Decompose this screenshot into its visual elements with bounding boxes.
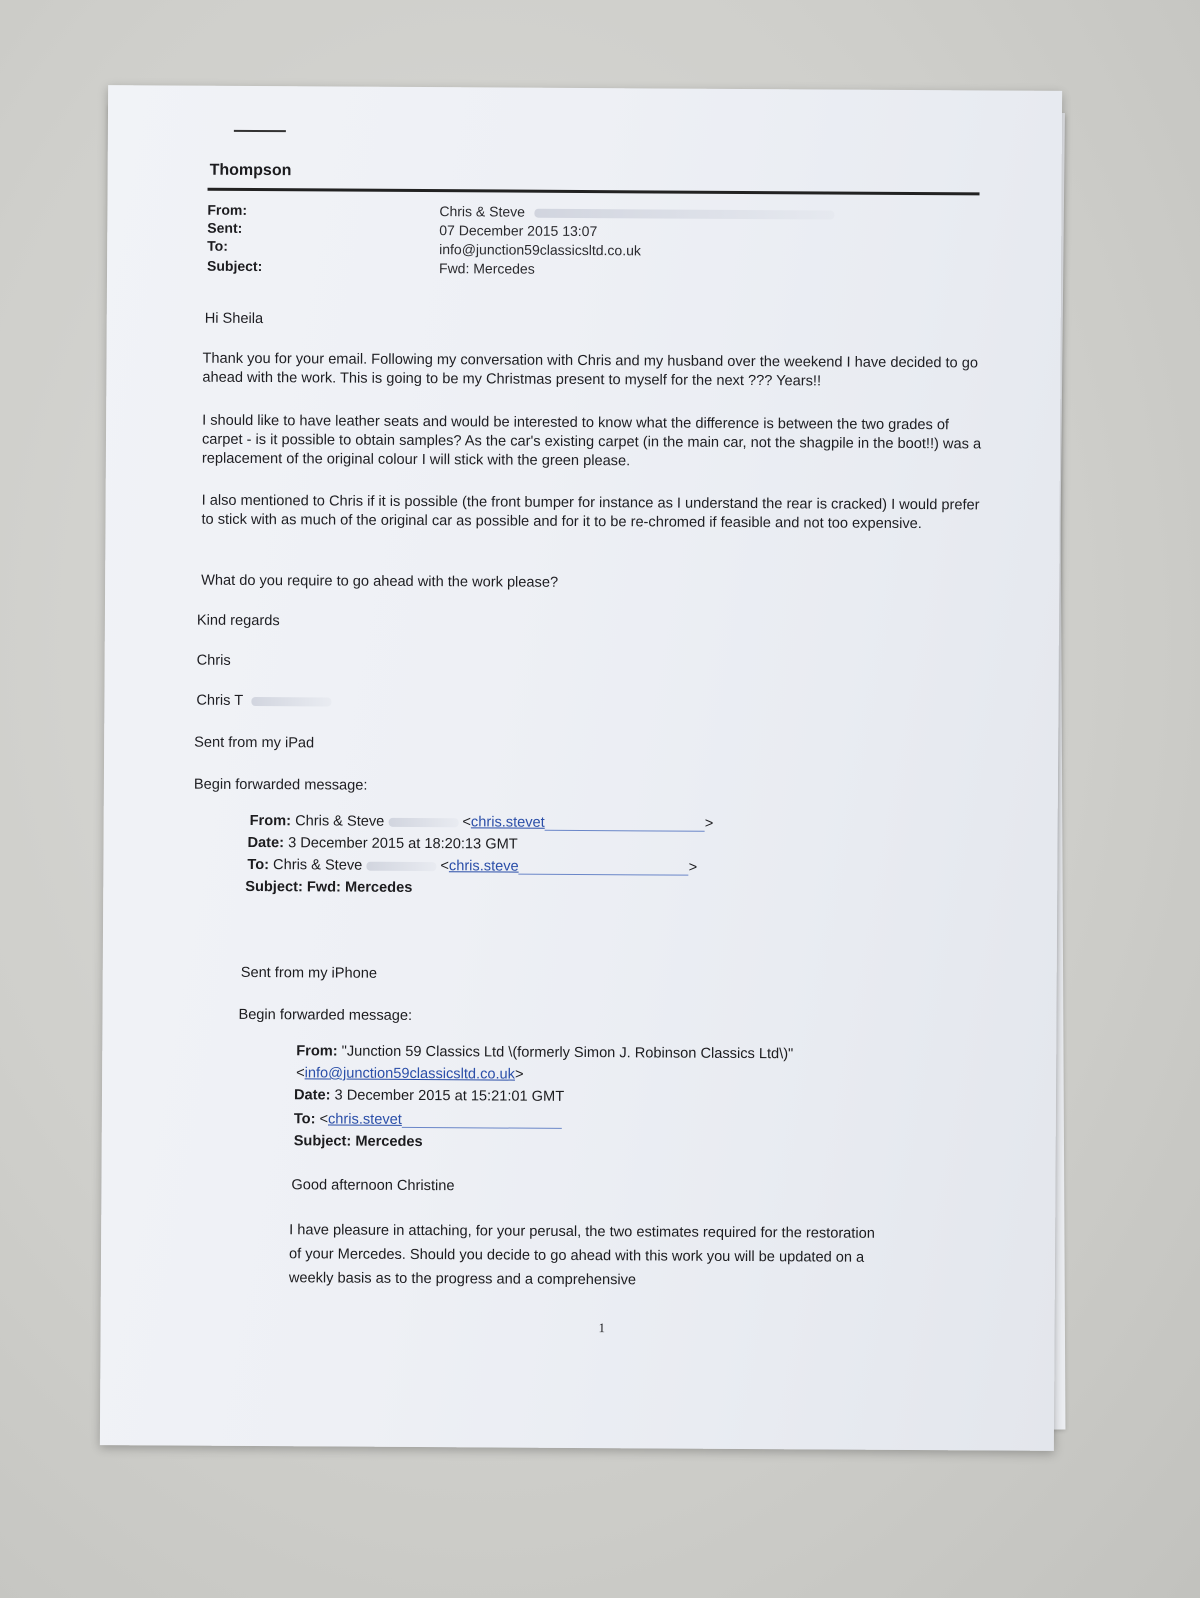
fwd2-from-email[interactable]: info@junction59classicsltd.co.uk [304,1065,516,1083]
redacted-link-tail [519,874,689,876]
begin-forwarded-1: Begin forwarded message: [193,776,368,794]
redaction-mark [251,697,331,706]
paragraph-2: I should like to have leather seats and would be interested to know what the difference is between the two grades of carpet - is it possible to obtain samples? As the car's existing carpet (in the main car, not the shagpile in the boot!!) was a replacement of the original colour I will stick with the green please. [201,412,982,470]
fwd2-subject-value: Mercedes [355,1133,423,1151]
fwd2-from-label: From: [296,1043,338,1060]
fwd1-subject [245,876,412,899]
fwd1-date-label: Date: [247,834,285,852]
fwd2-subject [294,1130,423,1153]
sent-label: Sent: [207,219,243,236]
to-value: info@junction59classicsltd.co.uk [439,241,641,259]
printed-email-page [100,85,1062,1451]
signature-first: Chris [196,652,231,669]
redaction-mark [366,861,436,870]
fwd1-from-label: From: [249,812,292,830]
fwd2-greeting: Good afternoon Christine [291,1177,455,1195]
header-name: Thompson [209,161,292,180]
fwd1-from-value: Chris & Steve [295,813,385,830]
fwd1-date-value: 3 December 2015 at 18:20:13 GMT [288,835,518,853]
fwd2-date [294,1084,564,1108]
redaction-mark [388,817,458,826]
redacted-link-tail [402,1127,562,1129]
to-label: To: [207,237,228,254]
header-rule [208,188,980,196]
redacted-link-tail [545,830,705,832]
fwd2-to-email[interactable]: chris.stevet [327,1111,402,1128]
subject-label: Subject: [207,257,263,275]
paragraph-3: I also mentioned to Chris if it is possible (the front bumper for instance as I understand the rear is cracked) I would prefer to stick with as much of the original car as possible and for it to be re-chromed if feasible and not too expensive. [201,492,980,533]
fwd2-to: To: <chris.stevet [294,1108,562,1132]
from-value [439,203,835,221]
fwd2-body: I have pleasure in attaching, for your perusal, the two estimates required for the restoration of your Mercedes. Should you decide to go ahead with this work you will be updated on a weekly basis as to the progress and a comprehensive [288,1222,875,1289]
paragraph-1: Thank you for your email. Following my conversation with Chris and my husband over the weekend I have decided to go ahead with the work. This is going to be my Christmas present to myself for the next ??? Years!! [202,350,979,390]
fwd2-date-label: Date: [293,1087,331,1104]
sent-from-iphone: Sent from my iPhone [240,964,378,982]
signature-full-text: Chris T [196,692,243,709]
greeting: Hi Sheila [204,310,264,328]
fwd2-to-label: To: [293,1111,316,1128]
signature-full [196,692,331,712]
fwd2-from-email-line: <info@junction59classicsltd.co.uk> [296,1065,524,1083]
fwd2-subject-label: Subject: [293,1133,352,1150]
fwd1-to-label: To: [247,856,270,874]
begin-forwarded-2: Begin forwarded message: [238,1006,413,1024]
fwd1-from-email[interactable]: chris.stevet [470,814,545,831]
fwd2-from [296,1040,793,1065]
fwd1-date [247,832,517,856]
from-label: From: [207,201,248,218]
fwd1-to-value: Chris & Steve [273,857,363,874]
sent-value: 07 December 2015 13:07 [439,222,598,240]
fwd1-subject-label: Subject: [245,878,303,896]
fwd1-subject-value: Fwd: Mercedes [306,879,413,896]
fwd1-to: To: Chris & Steve <chris.steve > [247,856,698,876]
page-number: 1 [598,1320,606,1336]
fwd2-from-value: "Junction 59 Classics Ltd \(formerly Simon J. Robinson Classics Ltd\)" [341,1043,794,1063]
subject-value: Fwd: Mercedes [439,260,535,277]
fwd2-date-value: 3 December 2015 at 15:21:01 GMT [334,1087,565,1105]
fwd1-to-email[interactable]: chris.steve [448,858,519,875]
redaction-mark [535,209,835,220]
from-value-text: Chris & Steve [439,203,526,220]
sent-from-ipad: Sent from my iPad [194,734,315,752]
fwd1-from: From: Chris & Steve <chris.stevet > [249,812,714,832]
closing: Kind regards [196,612,280,630]
decorative-dash [234,130,286,132]
paragraph-4: What do you require to go ahead with the work please? [201,572,559,591]
